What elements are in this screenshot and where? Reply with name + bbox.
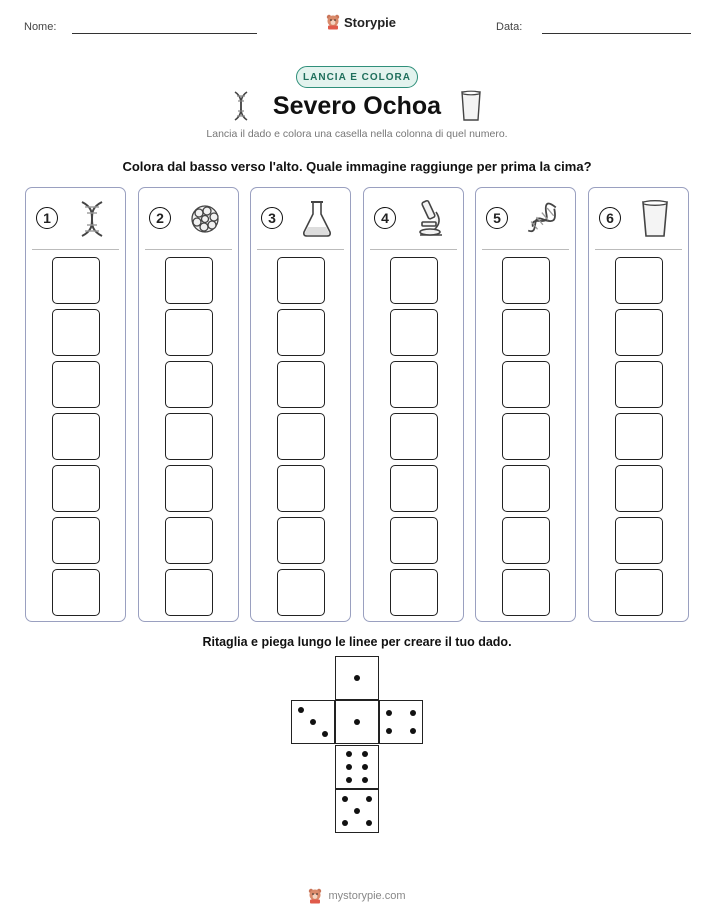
column-header: [139, 188, 238, 250]
color-box[interactable]: [615, 309, 663, 356]
dna-helix-icon: [522, 198, 562, 240]
bear-icon: [308, 888, 322, 904]
color-box[interactable]: [165, 569, 213, 616]
color-box[interactable]: [390, 413, 438, 460]
date-line[interactable]: [542, 33, 691, 34]
color-box[interactable]: [615, 257, 663, 304]
color-box[interactable]: [165, 465, 213, 512]
brand-name: Storypie: [344, 14, 397, 30]
date-label: Data:: [496, 21, 523, 33]
divider: [370, 249, 457, 250]
color-box[interactable]: [390, 465, 438, 512]
color-box[interactable]: [52, 413, 100, 460]
glass-icon: [635, 198, 675, 240]
flask-icon: [297, 198, 337, 240]
dice-pip: [298, 707, 304, 713]
bear-icon: [326, 14, 340, 30]
dice-pip: [410, 728, 416, 734]
color-box[interactable]: [502, 309, 550, 356]
color-box[interactable]: [390, 361, 438, 408]
divider: [257, 249, 344, 250]
column-2: [138, 187, 239, 622]
microscope-icon: [410, 198, 450, 240]
color-box[interactable]: [277, 257, 325, 304]
divider: [595, 249, 682, 250]
color-box[interactable]: [502, 465, 550, 512]
dice-pip: [386, 728, 392, 734]
column-header: [476, 188, 575, 250]
dice-pip: [346, 777, 352, 783]
dice-pip: [386, 710, 392, 716]
color-box[interactable]: [615, 517, 663, 564]
color-box[interactable]: [52, 465, 100, 512]
dice-pip: [354, 675, 360, 681]
color-box[interactable]: [165, 413, 213, 460]
footer: [0, 888, 714, 904]
column-number: 6: [599, 207, 621, 229]
column-header: [251, 188, 350, 250]
color-box[interactable]: [277, 517, 325, 564]
dice-face: [291, 700, 335, 744]
color-box[interactable]: [615, 569, 663, 616]
color-box[interactable]: [52, 517, 100, 564]
color-box[interactable]: [502, 569, 550, 616]
color-box[interactable]: [52, 361, 100, 408]
dice-face: [379, 700, 423, 744]
column-header: [26, 188, 125, 250]
color-box[interactable]: [165, 309, 213, 356]
cell-cluster-icon: [185, 198, 225, 240]
column-3: [250, 187, 351, 622]
footer-url[interactable]: mystorypie.com: [328, 890, 406, 902]
color-box[interactable]: [277, 465, 325, 512]
dice-face: [335, 745, 379, 789]
coloring-instruction: Colora dal basso verso l'alto. Quale immagine raggiunge per prima la cima?: [122, 159, 592, 174]
activity-badge: LANCIA E COLORA: [296, 66, 418, 88]
dice-pip: [310, 719, 316, 725]
color-box[interactable]: [165, 517, 213, 564]
subtitle: Lancia il dado e colora una casella nella colonna di quel numero.: [206, 128, 508, 140]
column-4: [363, 187, 464, 622]
color-box[interactable]: [165, 361, 213, 408]
column-number: 1: [36, 207, 58, 229]
dice-pip: [322, 731, 328, 737]
column-number: 3: [261, 207, 283, 229]
dice-pip: [362, 777, 368, 783]
color-box[interactable]: [52, 569, 100, 616]
color-box[interactable]: [277, 309, 325, 356]
dice-pip: [346, 751, 352, 757]
color-box[interactable]: [502, 413, 550, 460]
color-box[interactable]: [502, 257, 550, 304]
column-header: [589, 188, 688, 250]
color-box[interactable]: [390, 257, 438, 304]
divider: [32, 249, 119, 250]
glass-icon: [460, 90, 482, 122]
dice-face: [335, 656, 379, 700]
dice-pip: [362, 764, 368, 770]
color-box[interactable]: [502, 517, 550, 564]
column-1: [25, 187, 126, 622]
dice-pip: [366, 796, 372, 802]
brand-logo: [326, 14, 396, 30]
dice-pip: [342, 820, 348, 826]
color-box[interactable]: [52, 257, 100, 304]
dice-pip: [410, 710, 416, 716]
color-box[interactable]: [277, 361, 325, 408]
dna-icon: [72, 198, 112, 240]
color-box[interactable]: [615, 413, 663, 460]
column-5: [475, 187, 576, 622]
divider: [482, 249, 569, 250]
column-6: [588, 187, 689, 622]
dice-face: [335, 789, 379, 833]
name-line[interactable]: [72, 33, 257, 34]
name-label: Nome:: [24, 21, 57, 33]
dice-instruction: Ritaglia e piega lungo le linee per creare il tuo dado.: [202, 635, 512, 649]
column-number: 5: [486, 207, 508, 229]
color-box[interactable]: [277, 569, 325, 616]
color-box[interactable]: [390, 517, 438, 564]
color-box[interactable]: [615, 361, 663, 408]
dice-pip: [346, 764, 352, 770]
color-box[interactable]: [52, 309, 100, 356]
dice-pip: [354, 719, 360, 725]
color-box[interactable]: [165, 257, 213, 304]
color-box[interactable]: [390, 309, 438, 356]
column-number: 4: [374, 207, 396, 229]
dice-pip: [366, 820, 372, 826]
dice-pip: [342, 796, 348, 802]
color-box[interactable]: [615, 465, 663, 512]
color-box[interactable]: [277, 413, 325, 460]
column-header: [364, 188, 463, 250]
divider: [145, 249, 232, 250]
dice-pip: [362, 751, 368, 757]
page-title: Severo Ochoa: [272, 92, 442, 120]
dice-pip: [354, 808, 360, 814]
color-box[interactable]: [502, 361, 550, 408]
dice-face: [335, 700, 379, 744]
color-box[interactable]: [390, 569, 438, 616]
column-number: 2: [149, 207, 171, 229]
